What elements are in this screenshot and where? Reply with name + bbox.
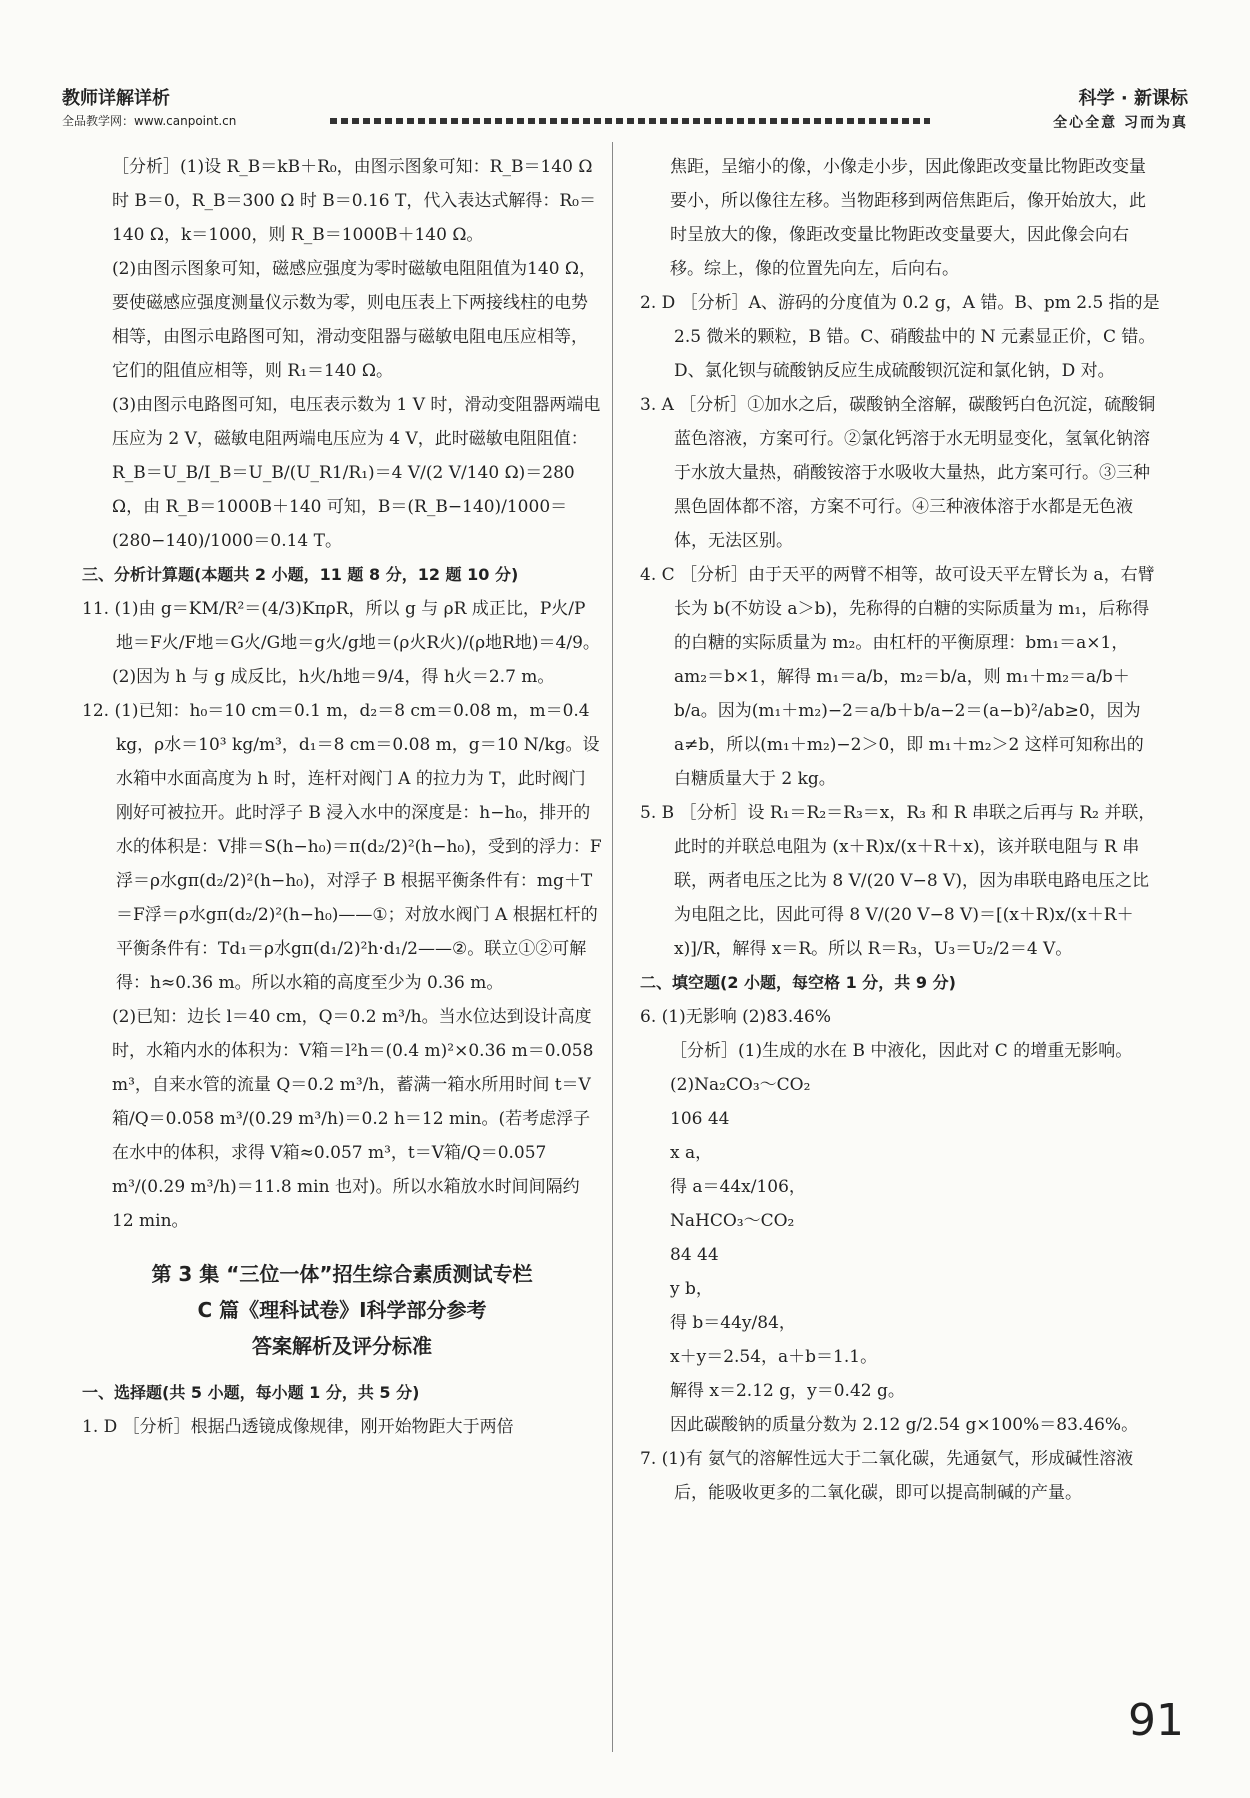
header-website: 全品教学网：www.canpoint.cn (62, 114, 237, 128)
q12-part-2: (2)已知：边长 l＝40 cm，Q＝0.2 m³/h。当水位达到设计高度时，水箱内水的体积为：V箱＝l²h＝(0.4 m)²×0.36 m＝0.058 m³，自来水管的流量 Q＝0.2 m³/h，蓄满一箱水所用时间 t＝V箱/Q＝0.058 m³/(0.29 m³/h)＝0.2 h＝12 min。(若考虑浮子在水中的体积，求得 V箱≈0.057 m³，t＝V箱/Q＝0.057 m³/(0.29 m³/h)＝11.8 min 也对)。所以水箱放水时间间隔约 12 min。 (112, 1007, 594, 1231)
collection-title (82, 1256, 602, 1364)
left-column (82, 150, 602, 1444)
right-column (640, 150, 1160, 1510)
q6-eq-1: (2)Na₂CO₃～CO₂ (670, 1075, 811, 1095)
q6-eq-4: 得 a＝44x/106， (670, 1177, 806, 1197)
q6-answer: 6. (1)无影响 (2)83.46% (640, 1007, 832, 1027)
q6-eq-6: 84 44 (670, 1245, 719, 1265)
section-3-title: 三、分析计算题(本题共 2 小题，11 题 8 分，12 题 10 分) (82, 565, 519, 584)
q11-part-1: 11. (1)由 g＝KM/R²＝(4/3)KπρR，所以 g 与 ρR 成正比，P火/P地＝F火/F地＝G火/G地＝g火/g地＝(ρ火R火)/(ρ地R地)＝4/9。 (82, 599, 600, 653)
q10-analysis-3: (3)由图示电路图可知，电压表示数为 1 V 时，滑动变阻器两端电压应为 2 V，磁敏电阻两端电压应为 4 V，此时磁敏电阻阻值：R_B＝U_B/I_B＝U_B/(U_R1/R₁)＝4 V/(2 V/140 Ω)＝280 Ω，由 R_B＝1000B＋140 可知，B＝(R_B−140)/1000＝(280−140)/1000＝0.14 T。 (112, 395, 601, 551)
q2-answer: 2. D ［分析］A、游码的分度值为 0.2 g，A 错。B、pm 2.5 指的是 2.5 微米的颗粒，B 错。C、硝酸盐中的 N 元素显正价，C 错。D、氯化钡与硫酸钠反应生成硫酸钡沉淀和氯化钠，D 对。 (640, 293, 1160, 381)
q6-eq-8: 得 b＝44y/84， (670, 1313, 796, 1333)
q1-start: 1. D ［分析］根据凸透镜成像规律，刚开始物距大于两倍 (82, 1417, 514, 1437)
q6-analysis-1: ［分析］(1)生成的水在 B 中液化，因此对 C 的增重无影响。 (670, 1041, 1133, 1061)
section-1-title: 一、选择题(共 5 小题，每小题 1 分，共 5 分) (82, 1383, 420, 1402)
q7-answer: 7. (1)有 氨气的溶解性远大于二氧化碳，先通氨气，形成碱性溶液后，能吸收更多的二氧化碳，即可以提高制碱的产量。 (640, 1449, 1134, 1503)
header-left-title: 教师详解详析 (62, 88, 170, 109)
q10-analysis-1: ［分析］(1)设 R_B＝kB＋R₀，由图示图象可知：R_B＝140 Ω 时 B＝0，R_B＝300 Ω 时 B＝0.16 T，代入表达式解得：R₀＝140 Ω，k＝1000，则 R_B＝1000B＋140 Ω。 (112, 157, 596, 245)
page-number: 91 (1128, 1695, 1184, 1746)
section-2-title: 二、填空题(2 小题，每空格 1 分，共 9 分) (640, 973, 956, 992)
q3-answer: 3. A ［分析］①加水之后，碳酸钠全溶解，碳酸钙白色沉淀，硫酸铜蓝色溶液，方案可行。②氯化钙溶于水无明显变化，氢氧化钠溶于水放大量热，硝酸铵溶于水吸收大量热，此方案可行。③三种黑色固体都不溶，方案不可行。④三种液体溶于水都是无色液体，无法区别。 (640, 395, 1156, 551)
q6-eq-10: 解得 x＝2.12 g，y＝0.42 g。 (670, 1381, 905, 1401)
q10-analysis-2: (2)由图示图象可知，磁感应强度为零时磁敏电阻阻值为140 Ω，要使磁感应强度测量仪示数为零，则电压表上下两接线柱的电势相等，由图示电路图可知，滑动变阻器与磁敏电阻电压应相等，它们的阻值应相等，则 R₁＝140 Ω。 (112, 259, 597, 381)
column-divider (612, 142, 613, 1752)
collection-title-line-1: 第 3 集 “三位一体”招生综合素质测试专栏 (151, 1262, 533, 1286)
q5-answer: 5. B ［分析］设 R₁＝R₂＝R₃＝x，R₃ 和 R 串联之后再与 R₂ 并联，此时的并联总电阻为 (x＋R)x/(x＋R＋x)，该并联电阻与 R 串联，两者电压之比为 8 V/(20 V−8 V)，因为串联电路电压之比为电阻之比，因此可得 8 V/(20 V−8 V)＝[(x＋R)x/(x＋R＋x)]/R，解得 x＝R。所以 R＝R₃，U₃＝U₂/2＝4 V。 (640, 803, 1156, 959)
q6-eq-2: 106 44 (670, 1109, 730, 1129)
header-divider (330, 118, 930, 124)
q11-part-2: (2)因为 h 与 g 成反比，h火/h地＝9/4，得 h火＝2.7 m。 (112, 667, 555, 687)
header-right-title: 科学 · 新课标 (1078, 88, 1188, 109)
header-slogan: 全心全意 习而为真 (1053, 115, 1188, 131)
q4-answer: 4. C ［分析］由于天平的两臂不相等，故可设天平左臂长为 a，右臂长为 b(不妨设 a＞b)，先称得的白糖的实际质量为 m₁，后称得的白糖的实际质量为 m₂。由杠杆的平衡原理：bm₁＝a×1，am₂＝b×1，解得 m₁＝a/b，m₂＝b/a，则 m₁＋m₂＝a/b＋b/a。因为(m₁＋m₂)−2＝a/b＋b/a−2＝(a−b)²/ab≥0，因为 a≠b，所以(m₁＋m₂)−2＞0，即 m₁＋m₂＞2 这样可知称出的白糖质量大于 2 kg。 (640, 565, 1155, 789)
q6-eq-3: x a， (670, 1143, 713, 1163)
q12-part-1: 12. (1)已知：h₀＝10 cm＝0.1 m，d₂＝8 cm＝0.08 m，m＝0.4 kg，ρ水＝10³ kg/m³，d₁＝8 cm＝0.08 m，g＝10 N/kg。设水箱中水面高度为 h 时，连杆对阀门 A 的拉力为 T，此时阀门刚好可被拉开。此时浮子 B 浸入水中的深度是：h−h₀，排开的水的体积是：V排＝S(h−h₀)＝π(d₂/2)²(h−h₀)，受到的浮力：F浮＝ρ水gπ(d₂/2)²(h−h₀)，对浮子 B 根据平衡条件有：mg＋T＝F浮＝ρ水gπ(d₂/2)²(h−h₀)——①；对放水阀门 A 根据杠杆的平衡条件有：Td₁＝ρ水gπ(d₁/2)²h·d₁/2——②。联立①②可解得：h≈0.36 m。所以水箱的高度至少为 0.36 m。 (82, 701, 602, 993)
q6-eq-9: x＋y＝2.54，a＋b＝1.1。 (670, 1347, 878, 1367)
q6-eq-5: NaHCO₃～CO₂ (670, 1211, 795, 1231)
q6-eq-7: y b， (670, 1279, 713, 1299)
q6-conclusion: 因此碳酸钠的质量分数为 2.12 g/2.54 g×100%＝83.46%。 (670, 1415, 1139, 1435)
collection-title-line-2: C 篇《理科试卷》Ⅰ科学部分参考 (197, 1298, 487, 1322)
q1-continued: 焦距，呈缩小的像，小像走小步，因此像距改变量比物距改变量要小，所以像往左移。当物距移到两倍焦距后，像开始放大，此时呈放大的像，像距改变量比物距改变量要大，因此像会向右移。综上，像的位置先向左，后向右。 (670, 157, 1146, 279)
collection-title-line-3: 答案解析及评分标准 (252, 1334, 432, 1358)
